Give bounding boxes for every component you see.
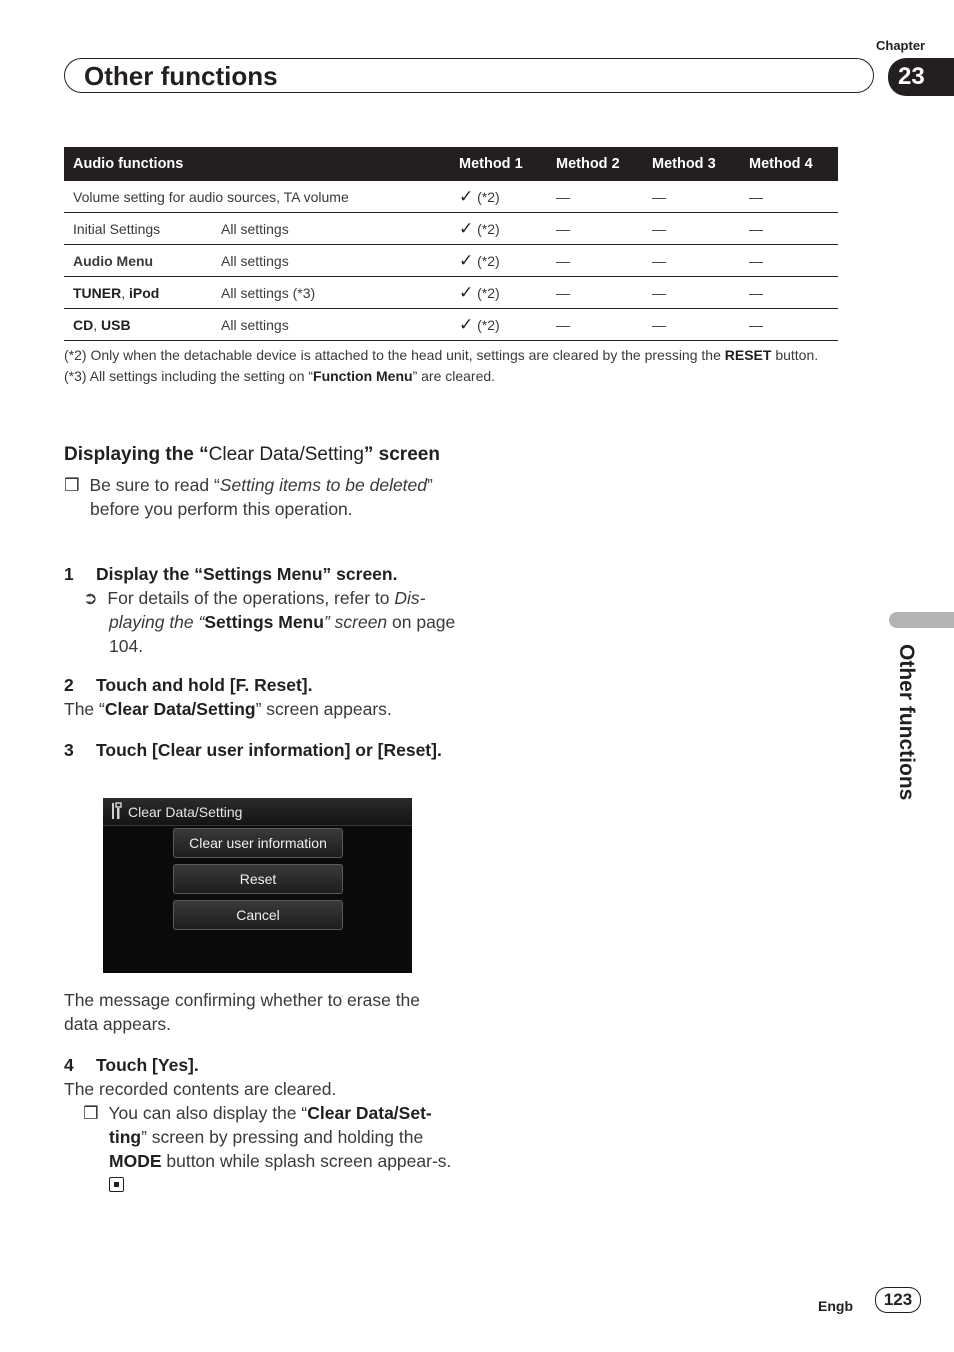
note-text-bold: MODE <box>109 1151 162 1171</box>
step-3-result: The message confirming whether to erase the data appears. <box>64 990 421 1034</box>
note-checkbox-icon: ❒ <box>64 475 80 495</box>
step-title <box>64 1053 456 1077</box>
table-row <box>64 277 838 309</box>
clear-data-screen <box>103 798 412 973</box>
detail-text: For details of the operations, refer to <box>107 588 395 608</box>
side-tab-label: Other functions <box>895 644 918 801</box>
note-text-italic: Setting items to be deleted <box>219 475 428 495</box>
table-header-row <box>64 147 838 181</box>
table-cell: All settings <box>212 309 450 341</box>
body-text-bold: Clear Data/Setting <box>104 699 256 719</box>
step-title-text: Touch [Yes]. <box>96 1055 199 1075</box>
table-row <box>64 213 838 245</box>
table-cell <box>64 277 212 309</box>
table-cell: All settings (*3) <box>212 277 450 309</box>
footnote-bold: Function Menu <box>313 367 413 384</box>
table-cell-text: USB <box>101 316 131 333</box>
footnote-2 <box>64 345 844 366</box>
table-cell-note: (*2) <box>477 252 500 269</box>
table-cell: — <box>547 245 643 277</box>
section-heading <box>64 443 456 467</box>
section-block <box>64 443 456 521</box>
note-text-bold: Clear Data/Set-ting <box>109 1103 432 1147</box>
settings-tools-icon <box>110 802 124 820</box>
step-detail <box>64 586 456 658</box>
table-cell: — <box>547 213 643 245</box>
footnote-text: button. <box>771 347 819 363</box>
reset-button[interactable]: Reset <box>173 864 343 894</box>
table-cell: Initial Settings <box>64 213 212 245</box>
note-text: Be sure to read “ <box>89 475 220 495</box>
detail-text-italic: ” screen <box>323 612 388 632</box>
table-cell-text: iPod <box>129 284 160 301</box>
step-4 <box>64 1053 456 1197</box>
step-number: 4 <box>64 1055 74 1075</box>
footnote-text: (*3) All settings including the setting on “ <box>64 367 314 384</box>
step-1 <box>64 562 456 658</box>
step-title <box>64 738 456 762</box>
table-footnotes <box>64 345 844 386</box>
body-text: The “ <box>64 699 105 719</box>
table-cell-sep: , <box>93 316 102 333</box>
table-cell: — <box>643 181 740 213</box>
table-row <box>64 245 838 277</box>
note-text: ” screen by pressing and holding the <box>141 1127 424 1147</box>
table-cell: — <box>740 213 838 245</box>
page-title: Other functions <box>84 61 278 91</box>
check-icon: ✓ <box>459 250 474 270</box>
table-cell <box>450 213 547 245</box>
table-row <box>64 309 838 341</box>
table-cell <box>450 181 547 213</box>
detail-text: on page 104. <box>109 612 456 656</box>
table-cell: All settings <box>212 245 450 277</box>
column-header: Method 2 <box>547 147 643 181</box>
heading-part: Clear Data/Setting <box>208 444 364 465</box>
table-cell: — <box>740 309 838 341</box>
table-cell: — <box>740 245 838 277</box>
detail-text-bold: Settings Menu <box>204 612 324 632</box>
footnote-text: (*2) Only when the detachable device is attached to the head unit, settings are cleared by the pressing the <box>64 347 725 363</box>
arrow-icon: ➲ <box>83 588 98 608</box>
end-of-section-icon <box>109 1177 124 1192</box>
screen-title-bar <box>103 798 412 826</box>
step-number: 3 <box>64 740 74 760</box>
clear-user-information-button[interactable]: Clear user information <box>173 828 343 858</box>
step-title-text: Display the “Settings Menu” screen. <box>96 564 398 584</box>
column-header: Method 1 <box>450 147 547 181</box>
check-icon: ✓ <box>459 186 474 206</box>
table-cell: — <box>547 309 643 341</box>
side-thumb-tab <box>889 612 954 628</box>
heading-part: ” screen <box>363 444 440 465</box>
table-cell <box>64 309 212 341</box>
chapter-label: Chapter <box>876 38 926 53</box>
step-2 <box>64 673 456 721</box>
table-cell-sep: , <box>121 284 130 301</box>
column-header: Method 4 <box>740 147 838 181</box>
table-cell: — <box>547 277 643 309</box>
table-cell-note: (*2) <box>477 284 500 301</box>
table-cell: — <box>643 245 740 277</box>
note-text: button while splash screen appear-s. <box>161 1151 452 1171</box>
step-title <box>64 562 456 586</box>
footnote-3 <box>64 366 844 387</box>
step-title <box>64 673 456 697</box>
table-cell <box>450 245 547 277</box>
step-note <box>64 1101 456 1197</box>
table-cell: — <box>643 277 740 309</box>
table-cell-text: TUNER <box>73 284 122 301</box>
section-note <box>64 473 456 521</box>
heading-part: Displaying the “ <box>64 444 209 465</box>
language-label: Engb <box>818 1298 853 1314</box>
audio-functions-table <box>64 147 838 341</box>
table-cell-note: (*2) <box>477 316 500 333</box>
table-cell <box>450 309 547 341</box>
table-cell: — <box>643 309 740 341</box>
cancel-button[interactable]: Cancel <box>173 900 343 930</box>
check-icon: ✓ <box>459 282 474 302</box>
step-title-text: Touch [Clear user information] or [Reset]. <box>96 740 442 760</box>
table-cell: All settings <box>212 213 450 245</box>
footnote-bold: RESET <box>724 347 772 363</box>
chapter-number-badge: 23 <box>888 58 954 96</box>
detail-text-italic: Dis-playing the “ <box>109 588 426 632</box>
step-3 <box>64 738 456 762</box>
table-cell-text: CD <box>73 316 94 333</box>
step-body <box>64 697 456 721</box>
table-cell <box>450 277 547 309</box>
table-cell-note: (*2) <box>477 188 500 205</box>
page-number: 123 <box>875 1287 921 1313</box>
column-header: Method 3 <box>643 147 740 181</box>
table-cell: Volume setting for audio sources, TA volume <box>64 181 450 213</box>
table-cell: Audio Menu <box>64 245 212 277</box>
footnote-text: ” are cleared. <box>412 367 496 384</box>
note-checkbox-icon: ❒ <box>83 1103 99 1123</box>
screen-title: Clear Data/Setting <box>128 804 243 820</box>
check-icon: ✓ <box>459 314 474 334</box>
table-cell-note: (*2) <box>477 220 500 237</box>
note-text: You can also display the “ <box>108 1103 308 1123</box>
note-text: ” before you perform this operation. <box>90 475 433 519</box>
step-number: 1 <box>64 564 74 584</box>
step-number: 2 <box>64 675 74 695</box>
column-header: Audio functions <box>64 147 450 181</box>
step-title-text: Touch and hold [F. Reset]. <box>96 675 313 695</box>
table-cell: — <box>643 213 740 245</box>
table-cell: — <box>740 277 838 309</box>
table-cell: — <box>547 181 643 213</box>
table-cell: — <box>740 181 838 213</box>
table-row <box>64 181 838 213</box>
check-icon: ✓ <box>459 218 474 238</box>
step-body: The recorded contents are cleared. <box>64 1079 337 1099</box>
body-text: ” screen appears. <box>255 699 392 719</box>
